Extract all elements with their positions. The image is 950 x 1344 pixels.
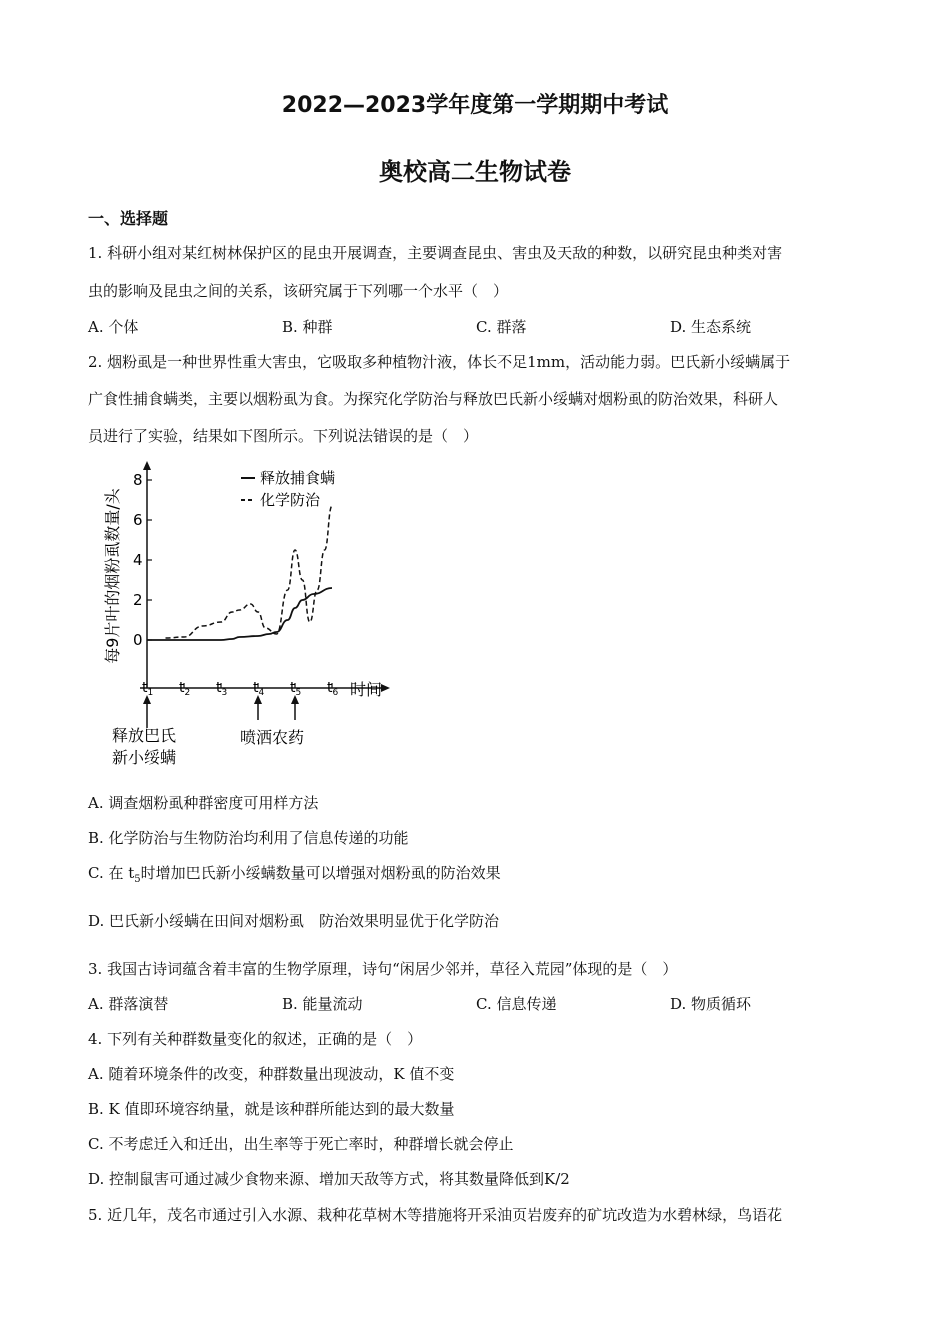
y-tick-label: 0 bbox=[133, 631, 143, 649]
question-2-line-2: 广食性捕食螨类，主要以烟粉虱为食。为探究化学防治与释放巴氏新小绥螨对烟粉虱的防治效果，科研人 bbox=[88, 390, 779, 408]
q2-option-c-text: 时增加巴氏新小绥螨数量可以增强对烟粉虱的防治效果 bbox=[140, 864, 501, 882]
q2-option-c bbox=[88, 862, 501, 885]
q1-option-d: D. 生态系统 bbox=[670, 318, 752, 336]
q1-option-c: C. 群落 bbox=[476, 318, 527, 336]
q1-option-b: B. 种群 bbox=[282, 318, 333, 336]
q3-option-d: D. 物质循环 bbox=[670, 995, 752, 1013]
legend-dashed-label: 化学防治 bbox=[260, 491, 321, 509]
release-label-1: 释放巴氏 bbox=[112, 726, 177, 745]
q4-option-a: A. 随着环境条件的改变，种群数量出现波动，K 值不变 bbox=[88, 1065, 455, 1083]
q2-option-c-prefix: C. 在 t bbox=[88, 864, 135, 882]
question-3-line-1: 3. 我国古诗词蕴含着丰富的生物学原理，诗句“闲居少邻并，草径入荒园”体现的是（ ） bbox=[88, 960, 678, 978]
x-tick-label: $t_3$ bbox=[216, 680, 228, 698]
question-1-line-2: 虫的影响及昆虫之间的关系，该研究属于下列哪一个水平（ ） bbox=[88, 282, 509, 300]
q4-option-d: D. 控制鼠害可通过减少食物来源、增加天敌等方式，将其数量降低到K/2 bbox=[88, 1170, 570, 1188]
release-label-2: 新小绥螨 bbox=[112, 748, 177, 767]
section-heading: 一、选择题 bbox=[88, 209, 169, 228]
question-2-line-1: 2. 烟粉虱是一种世界性重大害虫，它吸取多种植物汁液，体长不足1mm，活动能力弱。巴氏新小绥螨属于 bbox=[88, 353, 791, 371]
y-axis-label: 每9片叶的烟粉虱数量/头 bbox=[103, 488, 122, 664]
legend-solid-label: 释放捕食螨 bbox=[260, 469, 336, 487]
q4-option-c: C. 不考虑迁入和迁出，出生率等于死亡率时，种群增长就会停止 bbox=[88, 1135, 514, 1153]
x-axis-label: 时间 bbox=[350, 680, 383, 699]
q3-option-b: B. 能量流动 bbox=[282, 995, 363, 1013]
q4-option-b: B. K 值即环境容纳量，就是该种群所能达到的最大数量 bbox=[88, 1100, 455, 1118]
y-tick-label: 6 bbox=[133, 511, 143, 529]
question-2-line-3: 员进行了实验，结果如下图所示。下列说法错误的是（ ） bbox=[88, 427, 479, 445]
y-axis-arrow bbox=[143, 461, 151, 470]
x-tick-label: $t_5$ bbox=[290, 680, 302, 698]
series-chemical-line bbox=[166, 506, 333, 638]
q1-option-a: A. 个体 bbox=[88, 318, 139, 336]
q2-option-a: A. 调查烟粉虱种群密度可用样方法 bbox=[88, 794, 319, 812]
exam-title: 2022—2023学年度第一学期期中考试 bbox=[281, 93, 669, 118]
series-predator-line bbox=[147, 588, 332, 640]
exam-subtitle: 奥校高二生物试卷 bbox=[379, 158, 571, 186]
q2-option-b: B. 化学防治与生物防治均利用了信息传递的功能 bbox=[88, 829, 409, 847]
question-5-line-1: 5. 近几年，茂名市通过引入水源、栽种花草树木等措施将开采油页岩废弃的矿坑改造为水碧林绿，鸟语花 bbox=[88, 1206, 783, 1224]
population-chart bbox=[100, 458, 400, 778]
q3-option-a: A. 群落演替 bbox=[88, 995, 169, 1013]
q2-option-d: D. 巴氏新小绥螨在田间对烟粉虱 防治效果明显优于化学防治 bbox=[88, 912, 500, 930]
q2-option-c-subscript: 5 bbox=[134, 874, 141, 885]
y-tick-label: 8 bbox=[133, 471, 143, 489]
question-1-line-1: 1. 科研小组对某红树林保护区的昆虫开展调查，主要调查昆虫、害虫及天敌的种数，以研究昆虫种类对害 bbox=[88, 244, 783, 262]
x-tick-label: $t_4$ bbox=[253, 680, 265, 698]
q3-option-c: C. 信息传递 bbox=[476, 995, 557, 1013]
question-4-line-1: 4. 下列有关种群数量变化的叙述，正确的是（ ） bbox=[88, 1030, 423, 1048]
x-tick-label: $t_2$ bbox=[179, 680, 191, 698]
y-tick-label: 2 bbox=[133, 591, 143, 609]
x-tick-label: $t_1$ bbox=[142, 680, 154, 698]
x-tick-label: $t_6$ bbox=[327, 680, 339, 698]
y-tick-label: 4 bbox=[133, 551, 143, 569]
spray-label: 喷洒农药 bbox=[240, 728, 305, 747]
x-axis-arrow bbox=[381, 684, 390, 692]
